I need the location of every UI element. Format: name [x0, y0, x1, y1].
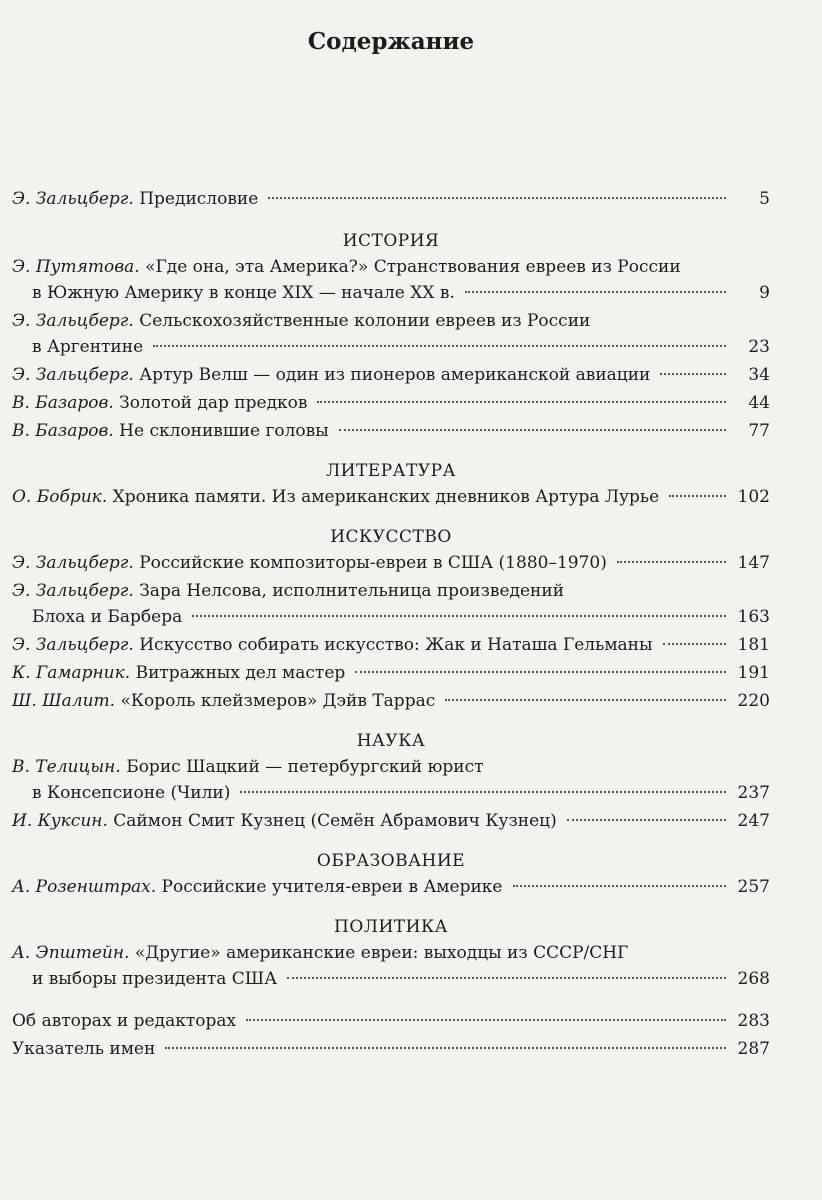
toc-entry[interactable]	[12, 362, 770, 388]
dot-leader	[165, 1047, 726, 1049]
entry-page-number: 287	[737, 1039, 770, 1059]
entry-page-number: 220	[737, 691, 770, 711]
section-heading-history: ИСТОРИЯ	[342, 231, 440, 251]
dot-leader	[669, 495, 726, 497]
dot-leader	[240, 791, 726, 793]
entry-page-number: 44	[748, 393, 770, 413]
entry-title-continued: в Аргентине	[32, 337, 144, 357]
entry-author: В. Телицын.	[12, 757, 121, 777]
dot-leader	[246, 1019, 726, 1021]
entry-page-number: 191	[737, 663, 770, 683]
entry-author: Э. Зальцберг.	[12, 581, 134, 601]
section-heading-literature: ЛИТЕРАТУРА	[325, 461, 456, 481]
entry-title: Борис Шацкий — петербургский юрист	[126, 757, 484, 777]
entry-title: Российские композиторы-евреи в США (1880–1970)	[139, 553, 607, 573]
entry-title: Золотой дар предков	[119, 393, 308, 413]
entry-page-number: 77	[748, 421, 770, 441]
entry-author: Э. Путятова.	[12, 257, 140, 277]
dot-leader	[660, 373, 726, 375]
entry-author: Э. Зальцберг.	[12, 365, 134, 385]
entry-page-number: 34	[748, 365, 770, 385]
entry-title: Сельскохозяйственные колонии евреев из России	[139, 311, 591, 331]
entry-page-number: 163	[737, 607, 770, 627]
entry-author: И. Куксин.	[12, 811, 108, 831]
dot-leader	[355, 671, 726, 673]
entry-title: Указатель имен	[12, 1039, 156, 1059]
toc-entry[interactable]	[12, 578, 770, 630]
section-heading-art: ИСКУССТВО	[330, 527, 452, 547]
dot-leader	[268, 197, 726, 199]
toc-entry-authors[interactable]	[12, 1008, 770, 1034]
dot-leader	[339, 429, 726, 431]
entry-page-number: 247	[737, 811, 770, 831]
entry-author: Ш. Шалит.	[12, 691, 116, 711]
entry-author: О. Бобрик.	[12, 487, 108, 507]
entry-page-number: 283	[737, 1011, 770, 1031]
toc-entry-index[interactable]	[12, 1036, 770, 1062]
entry-author: В. Базаров.	[12, 421, 114, 441]
entry-page-number: 257	[737, 877, 770, 897]
entry-author: Э. Зальцберг.	[12, 189, 134, 209]
page-title: Содержание	[307, 28, 475, 55]
entry-title-continued: и выборы президента США	[32, 969, 278, 989]
toc-entry[interactable]	[12, 308, 770, 360]
dot-leader	[513, 885, 727, 887]
entry-author: Э. Зальцберг.	[12, 311, 134, 331]
entry-title: Об авторах и редакторах	[12, 1011, 237, 1031]
entry-title: «Где она, эта Америка?» Странствования евреев из России	[145, 257, 681, 277]
toc-entry[interactable]	[12, 550, 770, 576]
entry-author: Э. Зальцберг.	[12, 635, 134, 655]
entry-page-number: 268	[737, 969, 770, 989]
dot-leader	[445, 699, 726, 701]
toc-entry[interactable]	[12, 688, 770, 714]
dot-leader	[192, 615, 726, 617]
dot-leader	[465, 291, 726, 293]
entry-page-number: 102	[737, 487, 770, 507]
entry-page-number: 181	[737, 635, 770, 655]
toc-entry[interactable]	[12, 940, 770, 992]
entry-author: А. Розенштрах.	[12, 877, 157, 897]
entry-author: А. Эпштейн.	[12, 943, 130, 963]
entry-title: Зара Нелсова, исполнительница произведений	[139, 581, 565, 601]
section-heading-education: ОБРАЗОВАНИЕ	[316, 851, 466, 871]
toc-entry[interactable]	[12, 484, 770, 510]
entry-page-number: 23	[748, 337, 770, 357]
toc-entry[interactable]	[12, 660, 770, 686]
entry-title: Артур Велш — один из пионеров американской авиации	[139, 365, 651, 385]
toc-entry[interactable]	[12, 754, 770, 806]
entry-title-continued: в Южную Америку в конце XIX — начале XX в.	[32, 283, 455, 303]
section-heading-science: НАУКА	[356, 731, 426, 751]
entry-page-number: 5	[759, 189, 770, 209]
toc-entry[interactable]	[12, 390, 770, 416]
entry-title: Предисловие	[139, 189, 259, 209]
entry-author: К. Гамарник.	[12, 663, 131, 683]
dot-leader	[663, 643, 726, 645]
toc-entry[interactable]	[12, 874, 770, 900]
entry-title: «Король клейзмеров» Дэйв Таррас	[120, 691, 436, 711]
entry-title-continued: Блоха и Барбера	[32, 607, 183, 627]
section-heading-politics: ПОЛИТИКА	[334, 917, 448, 937]
dot-leader	[153, 345, 726, 347]
entry-author: Э. Зальцберг.	[12, 553, 134, 573]
entry-title: Витражных дел мастер	[135, 663, 346, 683]
toc-entry[interactable]	[12, 254, 770, 306]
toc-list	[12, 186, 770, 1062]
entry-author: В. Базаров.	[12, 393, 114, 413]
entry-title-continued: в Консепсионе (Чили)	[32, 783, 231, 803]
entry-title: Саймон Смит Кузнец (Семён Абрамович Кузнец)	[113, 811, 557, 831]
dot-leader	[567, 819, 726, 821]
toc-entry[interactable]	[12, 632, 770, 658]
dot-leader	[317, 401, 726, 403]
toc-entry-preface[interactable]	[12, 186, 770, 212]
entry-title: Российские учителя-евреи в Америке	[161, 877, 503, 897]
entry-title: «Другие» американские евреи: выходцы из СССР/СНГ	[134, 943, 629, 963]
entry-page-number: 237	[737, 783, 770, 803]
entry-title: Не склонившие головы	[119, 421, 329, 441]
entry-page-number: 9	[759, 283, 770, 303]
dot-leader	[287, 977, 726, 979]
entry-title: Хроника памяти. Из американских дневников Артура Лурье	[112, 487, 660, 507]
toc-entry[interactable]	[12, 418, 770, 444]
entry-title: Искусство собирать искусство: Жак и Наташа Гельманы	[139, 635, 653, 655]
entry-page-number: 147	[737, 553, 770, 573]
dot-leader	[617, 561, 726, 563]
toc-entry[interactable]	[12, 808, 770, 834]
